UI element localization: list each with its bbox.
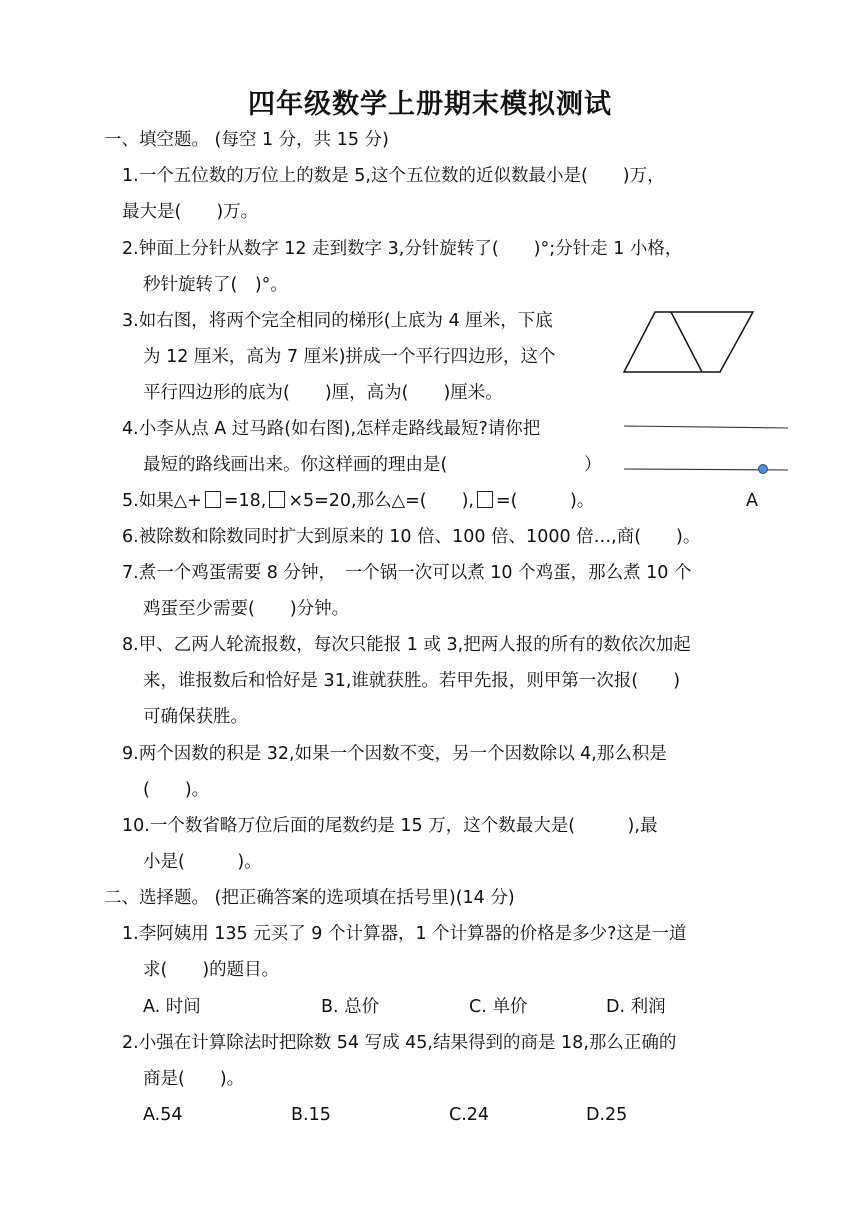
q5-part2: =18, (223, 491, 267, 511)
square-symbol (205, 491, 221, 508)
q8-line3: 可确保获胜。 (143, 707, 248, 727)
square-symbol (477, 491, 493, 508)
q2-line1: 2.钟面上分针从数字 12 走到数字 3,分针旋转了( )°;分针走 1 小格， (122, 239, 683, 259)
q4-close-paren: ） (584, 455, 602, 475)
q8-line1: 8.甲、乙两人轮流报数，每次只能报 1 或 3,把两人报的所有的数依次加起 (122, 635, 691, 655)
parallelogram-outline (624, 312, 753, 372)
s2-q1-option-a: A. 时间 (143, 997, 201, 1017)
q7-line2: 鸡蛋至少需要( )分钟。 (143, 599, 350, 619)
s2-q1-option-b: B. 总价 (321, 997, 380, 1017)
point-a-label: A (746, 491, 758, 511)
q3-line1: 3.如右图，将两个完全相同的梯形(上底为 4 厘米，下底 (122, 311, 553, 331)
road-edge-top (624, 426, 788, 428)
q1-line2: 最大是( )万。 (122, 202, 259, 222)
s2-q2-line1: 2.小强在计算除法时把除数 54 写成 45,结果得到的商是 18,那么正确的 (122, 1033, 677, 1053)
q5-line (122, 490, 594, 512)
q3-line3: 平行四边形的底为( )厘，高为( )厘米。 (143, 383, 503, 403)
q7-line1: 7.煮一个鸡蛋需要 8 分钟， 一个锅一次可以煮 10 个鸡蛋，那么煮 10 个 (122, 563, 692, 583)
square-symbol (269, 491, 285, 508)
s2-q2-option-b: B.15 (291, 1105, 331, 1125)
s2-q1-line2: 求( )的题目。 (143, 960, 280, 980)
s2-q2-option-a: A.54 (143, 1105, 183, 1125)
q5-part3: ×5=20,那么△=( ), (288, 491, 474, 511)
s2-q1-option-d: D. 利润 (606, 997, 666, 1017)
q5-part1: 5.如果△+ (122, 491, 202, 511)
s2-q2-option-d: D.25 (586, 1105, 628, 1125)
trapezoid-divider (671, 312, 702, 372)
q1-line1: 1.一个五位数的万位上的数是 5,这个五位数的近似数最小是( )万， (122, 166, 665, 186)
q3-line2: 为 12 厘米，高为 7 厘米)拼成一个平行四边形，这个 (143, 347, 556, 367)
q6-line1: 6.被除数和除数同时扩大到原来的 10 倍、100 倍、1000 倍…,商( )。 (122, 527, 701, 547)
q5-part4: =( )。 (495, 491, 595, 511)
page-title: 四年级数学上册期末模拟测试 (248, 89, 612, 120)
q8-line2: 来，谁报数后和恰好是 31,谁就获胜。若甲先报，则甲第一次报( ) (143, 671, 681, 691)
q9-line2: ( )。 (143, 780, 210, 800)
parallelogram-figure (620, 308, 760, 378)
s2-q1-option-c: C. 单价 (469, 997, 528, 1017)
section1-heading: 一、填空题。 (每空 1 分，共 15 分) (104, 130, 389, 150)
road-figure (620, 420, 792, 476)
q9-line1: 9.两个因数的积是 32,如果一个因数不变，另一个因数除以 4,那么积是 (122, 744, 667, 764)
q10-line1: 10.一个数省略万位后面的尾数约是 15 万，这个数最大是( ),最 (122, 816, 658, 836)
s2-q2-option-c: C.24 (449, 1105, 490, 1125)
point-a-marker (759, 465, 768, 474)
s2-q2-line2: 商是( )。 (143, 1069, 245, 1089)
q2-line2: 秒针旋转了( )°。 (143, 275, 288, 295)
q4-line1: 4.小李从点 A 过马路(如右图),怎样走路线最短?请你把 (122, 419, 541, 439)
q10-line2: 小是( )。 (143, 852, 262, 872)
section2-heading: 二、选择题。 (把正确答案的选项填在括号里)(14 分) (104, 888, 515, 908)
s2-q1-line1: 1.李阿姨用 135 元买了 9 个计算器，1 个计算器的价格是多少?这是一道 (122, 924, 687, 944)
q4-line2: 最短的路线画出来。你这样画的理由是( (143, 455, 448, 475)
